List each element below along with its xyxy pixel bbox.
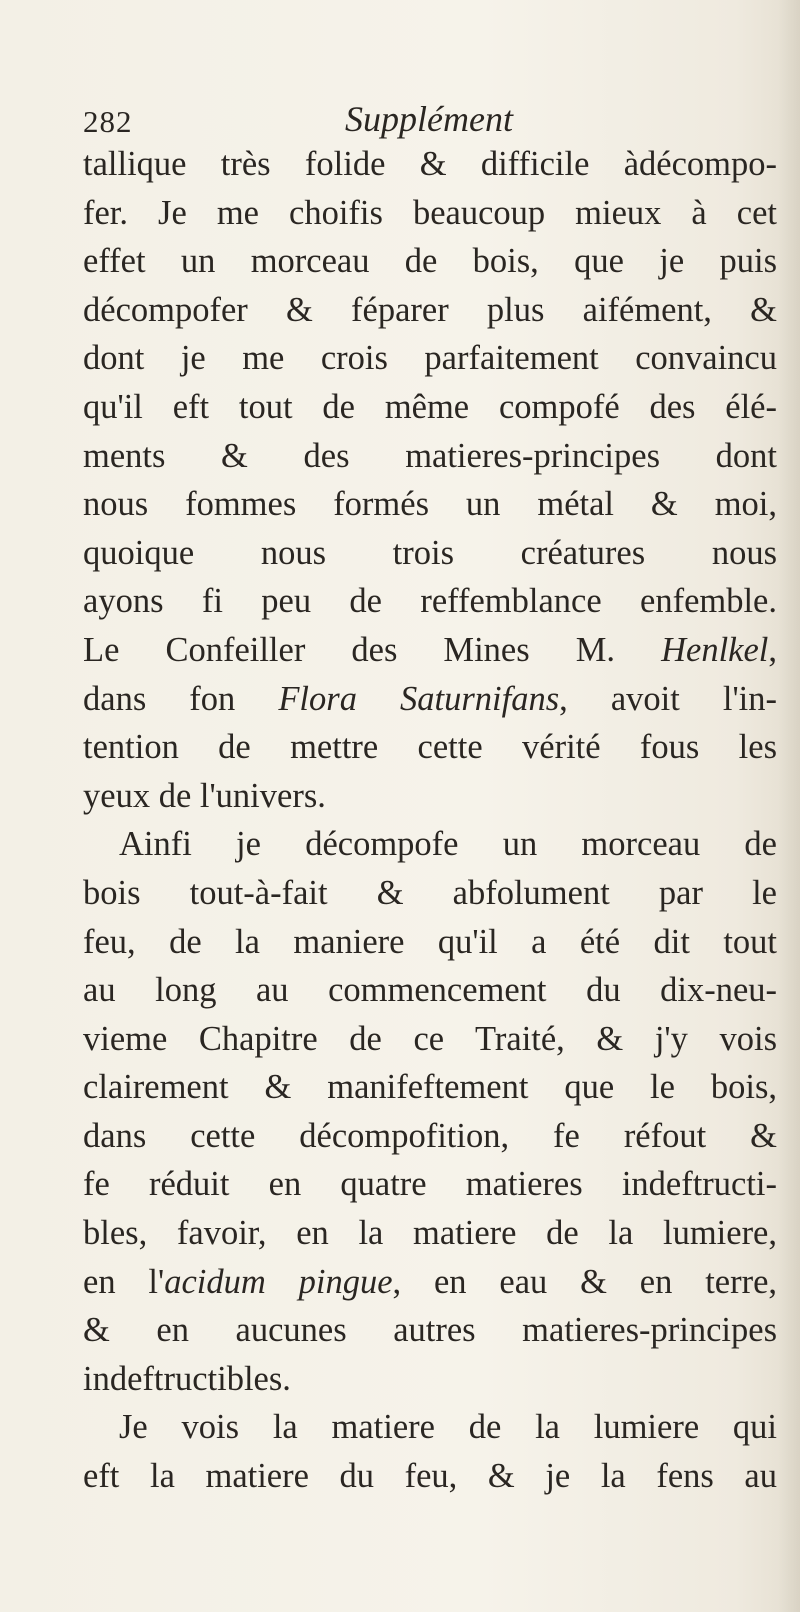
text-segment: Je vois la matiere de la lumiere qui: [119, 1408, 777, 1447]
text-line: [83, 675, 777, 724]
italic-text: Flora Saturnifans: [278, 679, 560, 718]
text-line: [83, 1209, 777, 1258]
text-segment: dans cette décompofition, fe réfout &: [83, 1116, 777, 1155]
text-line: [83, 189, 777, 238]
text-line: [83, 966, 777, 1015]
text-line: [83, 1452, 777, 1501]
text-line: [83, 529, 777, 578]
text-segment: dans fon: [83, 679, 279, 718]
text-segment: ments & des matieres-principes dont: [83, 436, 777, 475]
page-number: 282: [83, 104, 133, 139]
text-segment: eft la matiere du feu, & je la fens au: [83, 1457, 777, 1496]
text-line: [83, 432, 777, 481]
italic-text: acidum pingue: [164, 1262, 393, 1301]
text-segment: nous fommes formés un métal & moi,: [83, 485, 777, 524]
text-segment: ayons fi peu de reffemblance enfemble.: [83, 582, 777, 621]
text-segment: bles, favoir, en la matiere de la lumiere,: [83, 1214, 777, 1253]
text-segment: clairement & manifeftement que le bois,: [83, 1068, 777, 1107]
text-line: [83, 1015, 777, 1064]
text-line: [83, 626, 777, 675]
text-segment: quoique nous trois créatures nous: [83, 533, 777, 572]
text-line: [83, 237, 777, 286]
text-line: [83, 1355, 777, 1404]
text-line: [83, 1063, 777, 1112]
text-line: [83, 577, 777, 626]
text-segment: qu'il eft tout de même compofé des élé-: [83, 387, 777, 426]
text-segment: feu, de la maniere qu'il a été dit tout: [83, 922, 777, 961]
text-segment: décompofer & féparer plus aifément, &: [83, 290, 777, 329]
text-line: [83, 869, 777, 918]
text-segment: , avoit l'in-: [559, 679, 777, 718]
text-line: [83, 480, 777, 529]
text-line: [83, 820, 777, 869]
text-line: [83, 1112, 777, 1161]
text-segment: vieme Chapitre de ce Traité, & j'y vois: [83, 1019, 777, 1058]
text-segment: au long au commencement du dix-neu-: [83, 971, 777, 1010]
text-line: [83, 1403, 777, 1452]
text-segment: ,: [768, 630, 777, 669]
text-segment: fe réduit en quatre matieres indeftructi-: [83, 1165, 777, 1204]
text-segment: & en aucunes autres matieres-principes: [83, 1311, 777, 1350]
running-title: Supplément: [345, 99, 513, 139]
text-segment: Le Confeiller des Mines M.: [83, 630, 662, 669]
text-line: [83, 140, 777, 189]
text-segment: bois tout-à-fait & abfolument par le: [83, 873, 777, 912]
text-line: [83, 1258, 777, 1307]
text-segment: en l': [83, 1262, 165, 1301]
page-edge-shadow: [778, 0, 800, 1612]
text-line: [83, 286, 777, 335]
text-line: [83, 1160, 777, 1209]
text-segment: indeftructibles.: [83, 1359, 291, 1398]
text-segment: tention de mettre cette vérité fous les: [83, 728, 777, 767]
italic-text: Henlkel: [661, 630, 769, 669]
text-line: [83, 334, 777, 383]
text-segment: dont je me crois parfaitement convaincu: [83, 339, 777, 378]
text-line: [83, 1306, 777, 1355]
text-segment: effet un morceau de bois, que je puis: [83, 242, 777, 281]
text-line: [83, 723, 777, 772]
text-segment: fer. Je me choifis beaucoup mieux à cet: [83, 193, 777, 232]
text-line: [83, 772, 777, 821]
text-segment: tallique très folide & difficile àdécompo-: [83, 145, 777, 183]
text-segment: Ainfi je décompofe un morceau de: [119, 825, 777, 864]
body-text: [83, 140, 777, 1501]
text-line: [83, 918, 777, 967]
text-segment: , en eau & en terre,: [392, 1262, 778, 1301]
text-segment: yeux de l'univers.: [83, 776, 326, 815]
text-line: [83, 383, 777, 432]
